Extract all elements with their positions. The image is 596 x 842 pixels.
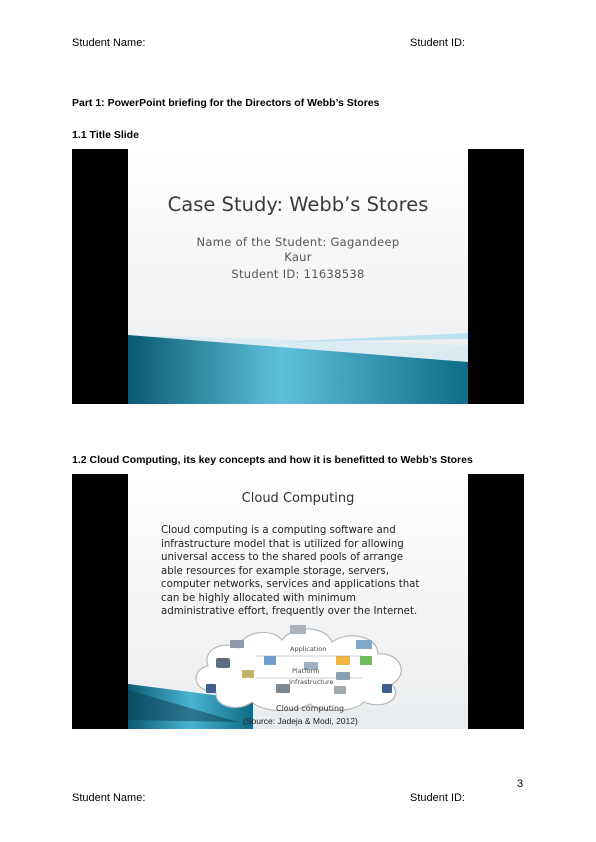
section-1-heading: 1.1 Title Slide <box>72 129 139 141</box>
part-heading: Part 1: PowerPoint briefing for the Directors of Webb’s Stores <box>72 97 380 109</box>
tablet-icon <box>206 684 216 693</box>
app-icon <box>336 656 350 665</box>
slide-student-id: Student ID: 11638538 <box>231 267 365 281</box>
storage-icon <box>242 670 254 678</box>
section-2-heading: 1.2 Cloud Computing, its key concepts and how it is benefitted to Webb’s Stores <box>72 454 473 466</box>
slide-student-name-line1: Name of the Student: Gagandeep <box>196 235 400 249</box>
phone-icon <box>216 658 230 668</box>
slide-title: Case Study: Webb’s Stores <box>167 193 429 216</box>
slide-swoosh-decoration <box>128 149 468 404</box>
tablet-icon <box>382 684 392 693</box>
body-line: Cloud computing is a computing software and <box>161 525 396 536</box>
body-line: universal access to the shared pools of arrange <box>161 552 404 563</box>
laptop-icon <box>230 640 244 648</box>
server-icon <box>290 625 306 634</box>
cloud-slide-canvas <box>128 474 468 729</box>
slide-source-citation: (Source: Jadeja & Modi, 2012) <box>243 716 358 726</box>
body-line: able resources for example storage, servers, <box>161 565 389 577</box>
title-slide-image <box>72 149 524 404</box>
title-slide-canvas <box>128 149 468 404</box>
body-line: can be highly allocated with minimum <box>161 592 356 604</box>
slide-student-name-line2: Kaur <box>284 250 312 264</box>
app-icon <box>264 656 276 665</box>
footer-student-name: Student Name: <box>72 792 146 804</box>
body-line: administrative effort, frequently over the Internet. <box>161 606 418 617</box>
app-icon <box>360 656 372 665</box>
network-icon <box>276 684 290 693</box>
page-number: 3 <box>517 778 524 790</box>
layer-platform-label: Platform <box>292 667 320 675</box>
diagram-caption: Cloud computing <box>276 704 345 713</box>
database-icon <box>336 672 350 680</box>
header-student-name: Student Name: <box>72 37 146 49</box>
body-line: infrastructure model that is utilized for allowing <box>161 538 404 550</box>
layer-application-label: Application <box>290 645 327 653</box>
cloud-slide-image <box>72 474 524 729</box>
cloud-slide-title: Cloud Computing <box>241 491 355 506</box>
footer-student-id: Student ID: <box>410 792 466 804</box>
layer-infrastructure-label: Infrastructure <box>289 678 334 686</box>
cloud-computing-diagram <box>186 622 416 714</box>
body-line: computer networks, services and applications that <box>161 579 420 590</box>
monitor-icon <box>356 640 372 649</box>
header-student-id: Student ID: <box>410 37 466 49</box>
compute-icon <box>334 686 346 694</box>
